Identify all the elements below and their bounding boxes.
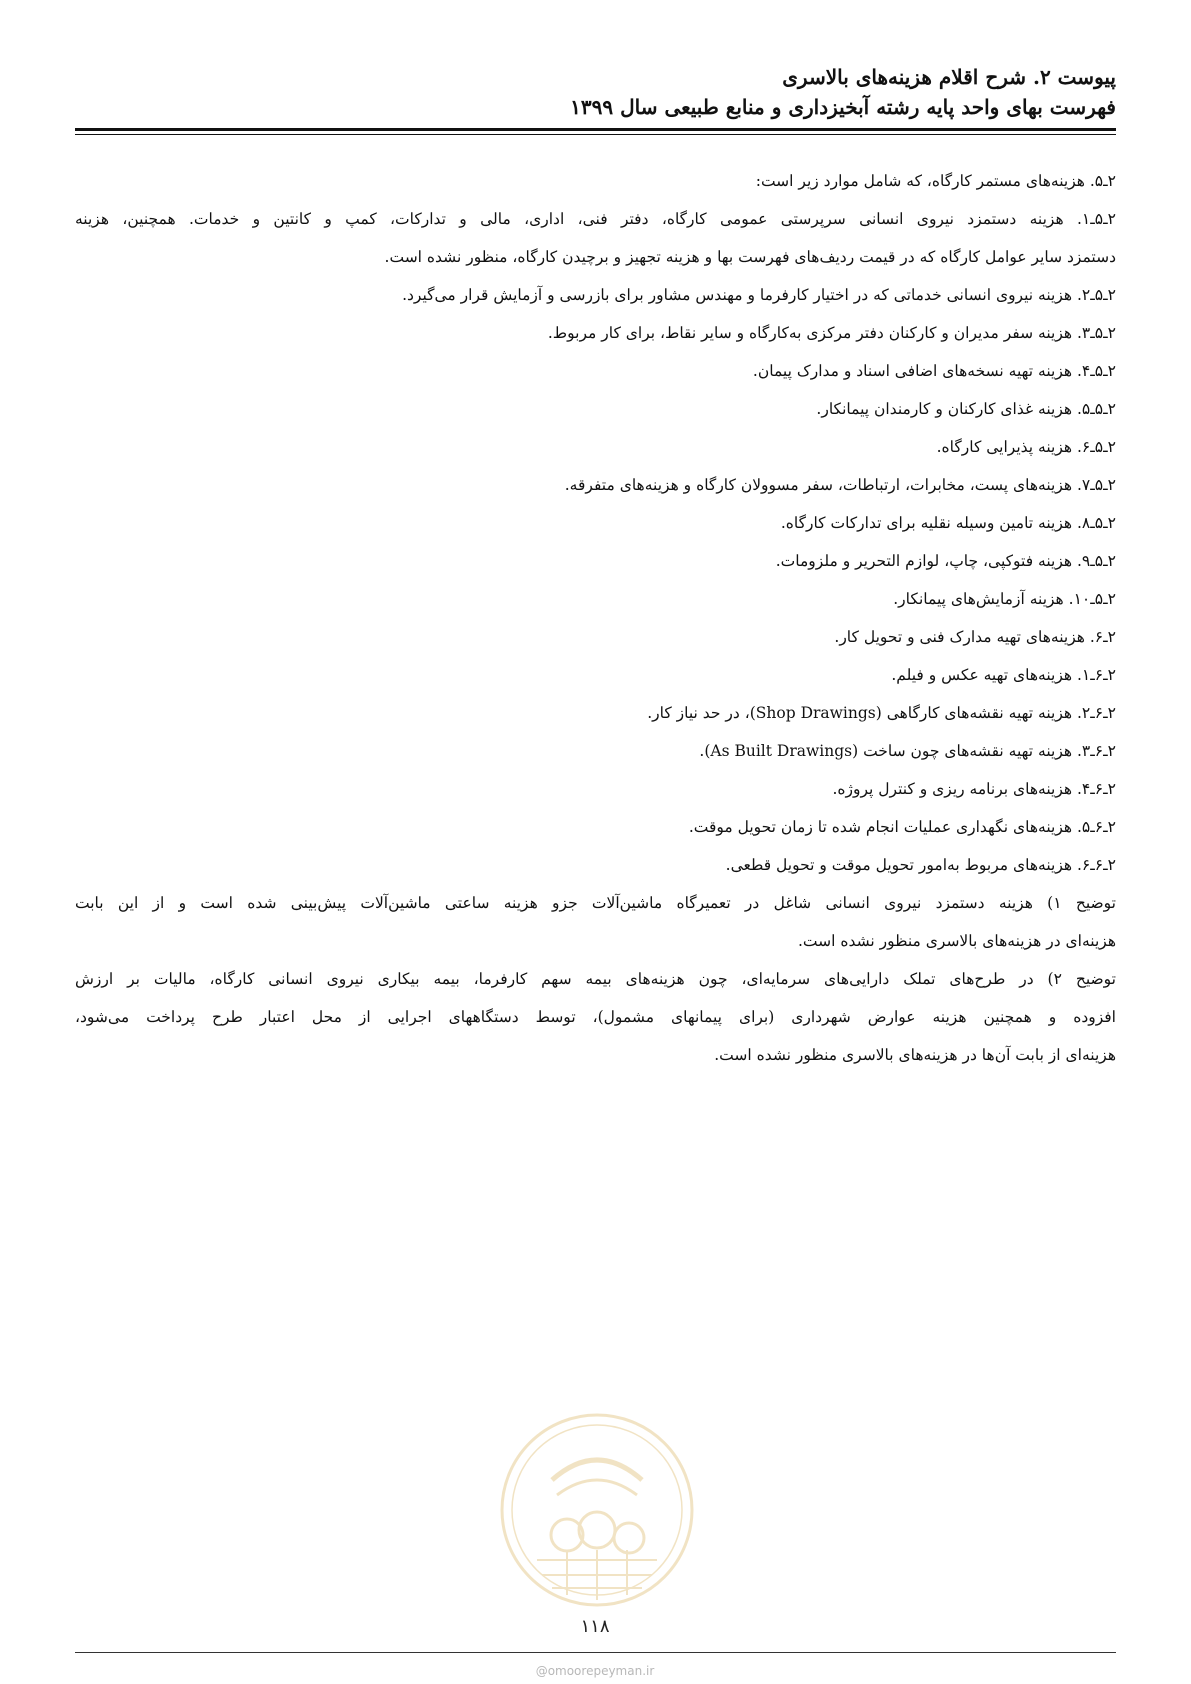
text-line: توضیح ۱) هزینه دستمزد نیروی انسانی شاغل در تعمیرگاه ماشین‌آلات جزو هزینه ساعتی ماشین‌آلات پیش‌بینی شده است و از این بابت <box>75 894 1116 912</box>
header-rule-thick <box>75 128 1116 131</box>
text-line: ۲ـ۵. هزینه‌های مستمر کارگاه، که شامل موارد زیر است: <box>755 172 1116 190</box>
text-line: ۲ـ۵ـ۷. هزینه‌های پست، مخابرات، ارتباطات، سفر مسوولان کارگاه و هزینه‌های متفرقه. <box>564 476 1116 494</box>
text-line: ۲ـ۶. هزینه‌های تهیه مدارک فنی و تحویل کار. <box>834 628 1116 646</box>
text-line: ۲ـ۵ـ۴. هزینه تهیه نسخه‌های اضافی اسناد و مدارک پیمان. <box>752 362 1116 380</box>
text-line: هزینه‌ای در هزینه‌های بالاسری منظور نشده است. <box>797 932 1116 950</box>
header-rule-thin <box>75 134 1116 135</box>
text-line: توضیح ۲) در طرح‌های تملک دارایی‌های سرمایه‌ای، چون هزینه‌های بیمه سهم کارفرما، بیمه بیکاری نیروی انسانی کارگاه، مالیات بر ارزش <box>75 970 1116 988</box>
text-line: ۲ـ۶ـ۱. هزینه‌های تهیه عکس و فیلم. <box>891 666 1116 684</box>
text-line: ۲ـ۵ـ۱. هزینه دستمزد نیروی انسانی سرپرستی عمومی کارگاه، دفتر فنی، اداری، مالی و تدارکات، کمپ و کانتین و خدمات. همچنین، هزینه <box>75 210 1116 228</box>
text-line: افزوده و همچنین هزینه عوارض شهرداری (برای پیمانهای مشمول)، توسط دستگاههای اجرایی از محل اعتبار طرح پرداخت می‌شود، <box>75 1008 1116 1026</box>
text-line: ۲ـ۶ـ۶. هزینه‌های مربوط به‌امور تحویل موقت و تحویل قطعی. <box>725 856 1116 874</box>
page-header <box>71 62 1116 122</box>
text-line: ۲ـ۵ـ۲. هزینه نیروی انسانی خدماتی که در اختیار کارفرما و مهندس مشاور برای بازرسی و آزمایش قرار می‌گیرد. <box>402 286 1116 304</box>
text-line: ۲ـ۵ـ۱۰. هزینه آزمایش‌های پیمانکار. <box>893 590 1116 608</box>
text-line: دستمزد سایر عوامل کارگاه که در قیمت ردیف‌های فهرست بها و هزینه تجهیز و برچیدن کارگاه، منظور نشده است. <box>384 248 1116 266</box>
text-line: هزینه‌ای از بابت آن‌ها در هزینه‌های بالاسری منظور نشده است. <box>714 1046 1116 1064</box>
watermark-logo <box>497 1410 697 1610</box>
text-line: ۲ـ۶ـ۴. هزینه‌های برنامه ریزی و کنترل پروژه. <box>832 780 1116 798</box>
body-text <box>75 162 1116 1074</box>
header-title-line-2: فهرست بهای واحد پایه رشته آبخیزداری و منابع طبیعی سال ۱۳۹۹ <box>570 95 1116 119</box>
text-line: ۲ـ۵ـ۶. هزینه پذیرایی کارگاه. <box>936 438 1116 456</box>
header-title-line-1: پیوست ۲. شرح اقلام هزینه‌های بالاسری <box>782 65 1116 89</box>
text-line: ۲ـ۶ـ۵. هزینه‌های نگهداری عملیات انجام شده تا زمان تحویل موقت. <box>688 818 1116 836</box>
footer-rule <box>75 1652 1116 1653</box>
text-line: ۲ـ۶ـ۳. هزینه تهیه نقشه‌های چون ساخت (As Built Drawings). <box>699 742 1116 760</box>
text-line: ۲ـ۵ـ۸. هزینه تامین وسیله نقلیه برای تدارکات کارگاه. <box>780 514 1116 532</box>
omoore-peyman-logo-icon <box>502 1415 692 1605</box>
text-line: ۲ـ۵ـ۵. هزینه غذای کارکنان و کارمندان پیمانکار. <box>816 400 1116 418</box>
text-line: ۲ـ۵ـ۳. هزینه سفر مدیران و کارکنان دفتر مرکزی به‌کارگاه و سایر نقاط، برای کار مربوط. <box>547 324 1116 342</box>
page-number: ۱۱۸ <box>580 1616 610 1637</box>
text-line: ۲ـ۵ـ۹. هزینه فتوکپی، چاپ، لوازم التحریر و ملزومات. <box>775 552 1116 570</box>
footer-handle[interactable]: @omoorepeyman.ir <box>535 1664 655 1678</box>
text-line: ۲ـ۶ـ۲. هزینه تهیه نقشه‌های کارگاهی (Shop Drawings)، در حد نیاز کار. <box>647 704 1116 722</box>
